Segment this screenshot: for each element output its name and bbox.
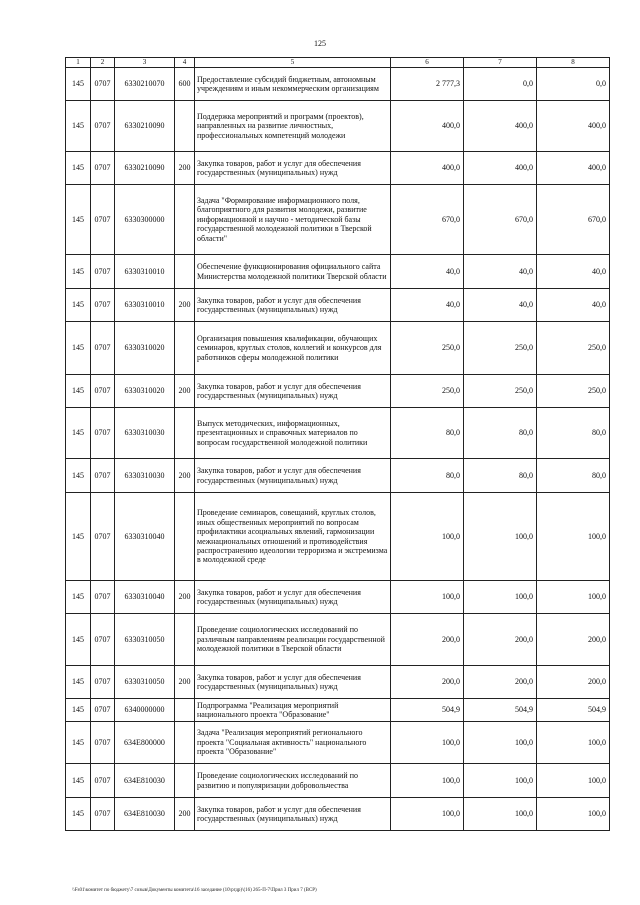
amount-year-2-cell: 80,0 <box>464 408 537 459</box>
expense-type-cell: 200 <box>175 375 195 408</box>
amount-year-3-cell: 100,0 <box>537 764 610 798</box>
section-code-cell: 0707 <box>91 322 115 375</box>
table-row <box>66 289 610 322</box>
section-code-cell: 0707 <box>91 152 115 185</box>
header-cell: 1 <box>66 58 91 68</box>
section-code-cell: 0707 <box>91 798 115 831</box>
ministry-code-cell: 145 <box>66 493 91 581</box>
expense-type-cell: 200 <box>175 459 195 493</box>
expense-type-cell: 200 <box>175 666 195 699</box>
description-cell: Предоставление субсидий бюджетным, автономным учреждениям и иным некоммерческим организациям <box>195 68 391 101</box>
table-row <box>66 185 610 255</box>
table-row <box>66 493 610 581</box>
target-article-cell: 6330310040 <box>115 493 175 581</box>
section-code-cell: 0707 <box>91 764 115 798</box>
target-article-cell: 6330310050 <box>115 614 175 666</box>
amount-year-1-cell: 400,0 <box>391 152 464 185</box>
section-code-cell: 0707 <box>91 289 115 322</box>
description-cell: Задача "Формирование информационного поля, благоприятного для развития молодежи, развитие информационной и научно - методической базы государственной молодежной политики в Тверской области" <box>195 185 391 255</box>
amount-year-3-cell: 400,0 <box>537 101 610 152</box>
description-cell: Закупка товаров, работ и услуг для обеспечения государственных (муниципальных) нужд <box>195 459 391 493</box>
ministry-code-cell: 145 <box>66 798 91 831</box>
description-cell: Закупка товаров, работ и услуг для обеспечения государственных (муниципальных) нужд <box>195 152 391 185</box>
amount-year-3-cell: 80,0 <box>537 459 610 493</box>
amount-year-2-cell: 100,0 <box>464 581 537 614</box>
ministry-code-cell: 145 <box>66 375 91 408</box>
ministry-code-cell: 145 <box>66 322 91 375</box>
amount-year-3-cell: 100,0 <box>537 798 610 831</box>
amount-year-2-cell: 40,0 <box>464 289 537 322</box>
table-row <box>66 408 610 459</box>
table-row <box>66 101 610 152</box>
target-article-cell: 6330210090 <box>115 101 175 152</box>
section-code-cell: 0707 <box>91 185 115 255</box>
page-number: 125 <box>314 39 326 48</box>
section-code-cell: 0707 <box>91 459 115 493</box>
expense-type-cell <box>175 255 195 289</box>
amount-year-2-cell: 250,0 <box>464 375 537 408</box>
table-row <box>66 255 610 289</box>
amount-year-3-cell: 504,9 <box>537 699 610 722</box>
ministry-code-cell: 145 <box>66 152 91 185</box>
ministry-code-cell: 145 <box>66 255 91 289</box>
section-code-cell: 0707 <box>91 493 115 581</box>
amount-year-3-cell: 250,0 <box>537 375 610 408</box>
section-code-cell: 0707 <box>91 408 115 459</box>
expense-type-cell <box>175 408 195 459</box>
expense-type-cell: 600 <box>175 68 195 101</box>
header-cell: 2 <box>91 58 115 68</box>
description-cell: Выпуск методических, информационных, презентационных и справочных материалов по вопросам государственной молодежной политики <box>195 408 391 459</box>
expense-type-cell <box>175 322 195 375</box>
target-article-cell: 634E800000 <box>115 722 175 764</box>
section-code-cell: 0707 <box>91 375 115 408</box>
amount-year-2-cell: 100,0 <box>464 722 537 764</box>
expense-type-cell <box>175 185 195 255</box>
table-header-row <box>66 58 610 68</box>
amount-year-1-cell: 100,0 <box>391 764 464 798</box>
expense-type-cell <box>175 101 195 152</box>
target-article-cell: 6330310010 <box>115 255 175 289</box>
ministry-code-cell: 145 <box>66 666 91 699</box>
ministry-code-cell: 145 <box>66 185 91 255</box>
amount-year-3-cell: 670,0 <box>537 185 610 255</box>
description-cell: Обеспечение функционирования официального сайта Министерства молодежной политики Тверской области <box>195 255 391 289</box>
description-cell: Задача "Реализация мероприятий регионального проекта "Социальная активность" национального проекта "Образование" <box>195 722 391 764</box>
amount-year-1-cell: 504,9 <box>391 699 464 722</box>
ministry-code-cell: 145 <box>66 459 91 493</box>
header-cell: 4 <box>175 58 195 68</box>
target-article-cell: 6330310020 <box>115 375 175 408</box>
section-code-cell: 0707 <box>91 101 115 152</box>
amount-year-1-cell: 40,0 <box>391 255 464 289</box>
amount-year-2-cell: 0,0 <box>464 68 537 101</box>
table-row <box>66 666 610 699</box>
description-cell: Закупка товаров, работ и услуг для обеспечения государственных (муниципальных) нужд <box>195 375 391 408</box>
amount-year-2-cell: 100,0 <box>464 493 537 581</box>
expense-type-cell <box>175 699 195 722</box>
amount-year-1-cell: 100,0 <box>391 722 464 764</box>
amount-year-1-cell: 250,0 <box>391 322 464 375</box>
ministry-code-cell: 145 <box>66 581 91 614</box>
ministry-code-cell: 145 <box>66 699 91 722</box>
amount-year-3-cell: 100,0 <box>537 722 610 764</box>
amount-year-1-cell: 40,0 <box>391 289 464 322</box>
expense-type-cell: 200 <box>175 581 195 614</box>
ministry-code-cell: 145 <box>66 764 91 798</box>
ministry-code-cell: 145 <box>66 722 91 764</box>
amount-year-3-cell: 40,0 <box>537 289 610 322</box>
table-row <box>66 322 610 375</box>
target-article-cell: 6330310030 <box>115 408 175 459</box>
section-code-cell: 0707 <box>91 699 115 722</box>
amount-year-1-cell: 250,0 <box>391 375 464 408</box>
target-article-cell: 6330310050 <box>115 666 175 699</box>
amount-year-1-cell: 80,0 <box>391 408 464 459</box>
description-cell: Поддержка мероприятий и программ (проектов), направленных на развитие личностных, профессиональных компетенций молодежи <box>195 101 391 152</box>
description-cell: Подпрограмма "Реализация мероприятий национального проекта "Образование" <box>195 699 391 722</box>
amount-year-1-cell: 670,0 <box>391 185 464 255</box>
amount-year-1-cell: 80,0 <box>391 459 464 493</box>
section-code-cell: 0707 <box>91 666 115 699</box>
table-row <box>66 722 610 764</box>
ministry-code-cell: 145 <box>66 68 91 101</box>
amount-year-3-cell: 400,0 <box>537 152 610 185</box>
amount-year-3-cell: 250,0 <box>537 322 610 375</box>
file-path-footer: \\Fs01\комитет по бюджету\7 созыв\Документы комитета\16 заседание (10\ргдр)\(16) 265-П-7\Прил 3 Прил 7 (ВСР) <box>72 888 317 893</box>
expense-type-cell: 200 <box>175 289 195 322</box>
section-code-cell: 0707 <box>91 255 115 289</box>
amount-year-3-cell: 200,0 <box>537 614 610 666</box>
header-cell: 8 <box>537 58 610 68</box>
amount-year-2-cell: 100,0 <box>464 798 537 831</box>
amount-year-2-cell: 200,0 <box>464 666 537 699</box>
expense-type-cell <box>175 493 195 581</box>
amount-year-2-cell: 250,0 <box>464 322 537 375</box>
amount-year-1-cell: 100,0 <box>391 581 464 614</box>
target-article-cell: 6330300000 <box>115 185 175 255</box>
expense-type-cell: 200 <box>175 152 195 185</box>
description-cell: Проведение социологических исследований по различным направлениям реализации государственной молодежной политики в Тверской области <box>195 614 391 666</box>
amount-year-2-cell: 670,0 <box>464 185 537 255</box>
budget-table <box>65 57 610 831</box>
target-article-cell: 634E810030 <box>115 798 175 831</box>
section-code-cell: 0707 <box>91 722 115 764</box>
table-row <box>66 614 610 666</box>
description-cell: Закупка товаров, работ и услуг для обеспечения государственных (муниципальных) нужд <box>195 289 391 322</box>
target-article-cell: 6330310010 <box>115 289 175 322</box>
ministry-code-cell: 145 <box>66 408 91 459</box>
amount-year-2-cell: 400,0 <box>464 101 537 152</box>
table-row <box>66 581 610 614</box>
table-row <box>66 764 610 798</box>
description-cell: Закупка товаров, работ и услуг для обеспечения государственных (муниципальных) нужд <box>195 666 391 699</box>
description-cell: Организация повышения квалификации, обучающих семинаров, круглых столов, коллегий и конкурсов для работников сферы молодежной политики <box>195 322 391 375</box>
description-cell: Проведение семинаров, совещаний, круглых столов, иных общественных мероприятий по вопросам профилактики асоциальных явлений, гармонизации межнациональных отношений и противодействия распространению идеологии терроризма и экстремизма в молодежной среде <box>195 493 391 581</box>
expense-type-cell: 200 <box>175 798 195 831</box>
ministry-code-cell: 145 <box>66 614 91 666</box>
ministry-code-cell: 145 <box>66 101 91 152</box>
amount-year-3-cell: 200,0 <box>537 666 610 699</box>
description-cell: Проведение социологических исследований по развитию и популяризации добровольчества <box>195 764 391 798</box>
target-article-cell: 6330310020 <box>115 322 175 375</box>
amount-year-3-cell: 100,0 <box>537 581 610 614</box>
amount-year-3-cell: 80,0 <box>537 408 610 459</box>
amount-year-3-cell: 100,0 <box>537 493 610 581</box>
target-article-cell: 6330210090 <box>115 152 175 185</box>
table-row <box>66 152 610 185</box>
amount-year-1-cell: 100,0 <box>391 493 464 581</box>
target-article-cell: 6330310030 <box>115 459 175 493</box>
amount-year-1-cell: 200,0 <box>391 614 464 666</box>
target-article-cell: 6330210070 <box>115 68 175 101</box>
description-cell: Закупка товаров, работ и услуг для обеспечения государственных (муниципальных) нужд <box>195 581 391 614</box>
section-code-cell: 0707 <box>91 68 115 101</box>
header-cell: 7 <box>464 58 537 68</box>
ministry-code-cell: 145 <box>66 289 91 322</box>
table-row <box>66 375 610 408</box>
amount-year-3-cell: 40,0 <box>537 255 610 289</box>
table-row <box>66 699 610 722</box>
amount-year-1-cell: 200,0 <box>391 666 464 699</box>
header-cell: 5 <box>195 58 391 68</box>
amount-year-2-cell: 80,0 <box>464 459 537 493</box>
table-row <box>66 798 610 831</box>
target-article-cell: 6340000000 <box>115 699 175 722</box>
amount-year-1-cell: 400,0 <box>391 101 464 152</box>
amount-year-2-cell: 40,0 <box>464 255 537 289</box>
expense-type-cell <box>175 764 195 798</box>
table-row <box>66 459 610 493</box>
expense-type-cell <box>175 722 195 764</box>
section-code-cell: 0707 <box>91 581 115 614</box>
target-article-cell: 6330310040 <box>115 581 175 614</box>
amount-year-2-cell: 100,0 <box>464 764 537 798</box>
amount-year-1-cell: 2 777,3 <box>391 68 464 101</box>
table-row <box>66 68 610 101</box>
amount-year-2-cell: 504,9 <box>464 699 537 722</box>
header-cell: 6 <box>391 58 464 68</box>
amount-year-3-cell: 0,0 <box>537 68 610 101</box>
amount-year-2-cell: 200,0 <box>464 614 537 666</box>
section-code-cell: 0707 <box>91 614 115 666</box>
target-article-cell: 634E810030 <box>115 764 175 798</box>
amount-year-1-cell: 100,0 <box>391 798 464 831</box>
amount-year-2-cell: 400,0 <box>464 152 537 185</box>
description-cell: Закупка товаров, работ и услуг для обеспечения государственных (муниципальных) нужд <box>195 798 391 831</box>
expense-type-cell <box>175 614 195 666</box>
header-cell: 3 <box>115 58 175 68</box>
